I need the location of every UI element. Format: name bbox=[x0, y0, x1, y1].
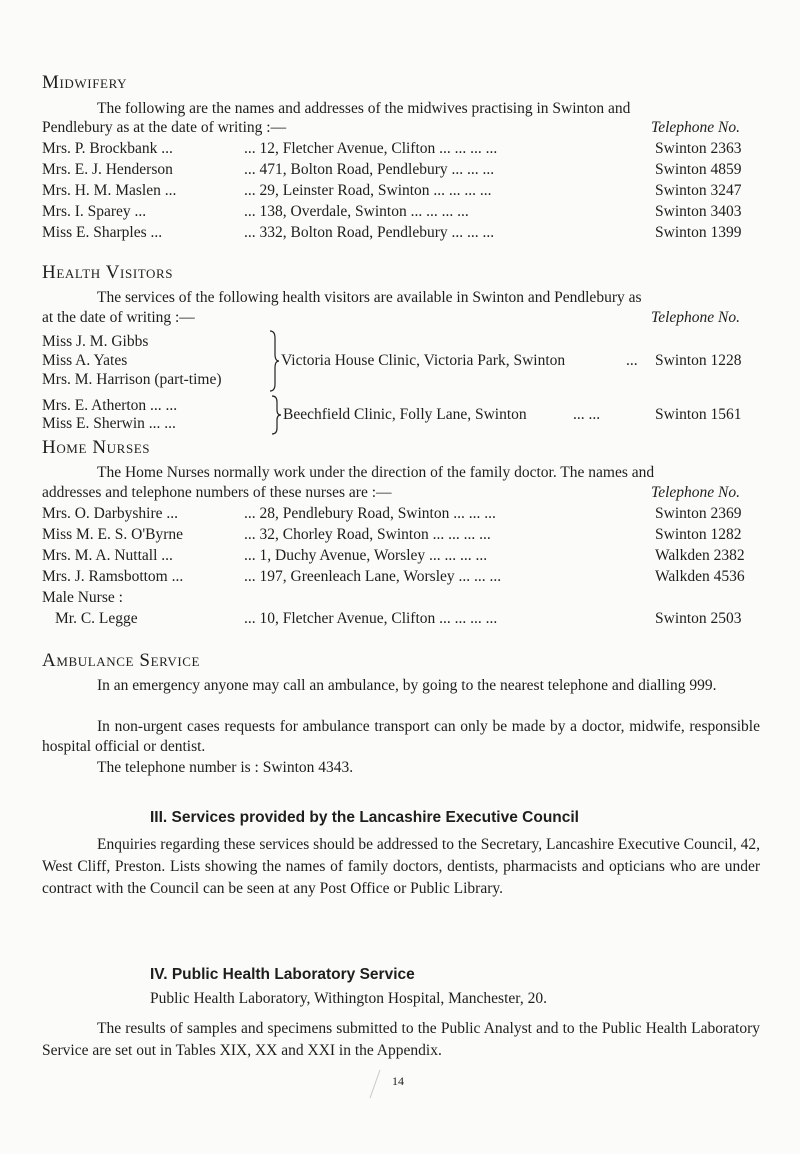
health-visitor-name: Mrs. E. Atherton ... ... bbox=[42, 397, 178, 414]
midwife-name: Mrs. H. M. Maslen ... bbox=[42, 182, 177, 199]
section-3-heading: III. Services provided by the Lancashire Executive Council bbox=[150, 809, 579, 826]
ambulance-para3: The telephone number is : Swinton 4343. bbox=[97, 759, 354, 776]
brace-icon bbox=[268, 330, 280, 392]
home-nurses-intro-line1: The Home Nurses normally work under the direction of the family doctor. The names and bbox=[97, 464, 655, 481]
home-nurses-intro-line2: addresses and telephone numbers of these nurses are :— bbox=[42, 484, 392, 501]
clinic-phone: Swinton 1561 bbox=[655, 406, 742, 423]
midwife-phone: Swinton 3247 bbox=[655, 182, 742, 199]
home-nurses-phone-header: Telephone No. bbox=[651, 484, 740, 501]
midwife-name: Mrs. E. J. Henderson bbox=[42, 161, 173, 178]
nurse-address: ... 32, Chorley Road, Swinton ... ... ... ... bbox=[244, 526, 491, 543]
midwifery-phone-header: Telephone No. bbox=[651, 119, 740, 136]
nurse-phone: Swinton 2369 bbox=[655, 505, 742, 522]
health-visitors-phone-header: Telephone No. bbox=[651, 309, 740, 326]
nurse-address: ... 1, Duchy Avenue, Worsley ... ... ... ... bbox=[244, 547, 488, 564]
midwife-phone: Swinton 4859 bbox=[655, 161, 742, 178]
clinic-location: Beechfield Clinic, Folly Lane, Swinton bbox=[283, 406, 527, 423]
nurse-phone: Walkden 4536 bbox=[655, 568, 745, 585]
midwife-phone: Swinton 3403 bbox=[655, 203, 742, 220]
midwife-address: ... 29, Leinster Road, Swinton ... ... ... ... bbox=[244, 182, 492, 199]
nurse-phone: Swinton 2503 bbox=[655, 610, 742, 627]
male-nurse-label: Male Nurse : bbox=[42, 589, 123, 606]
midwife-address: ... 332, Bolton Road, Pendlebury ... ... ... bbox=[244, 224, 495, 241]
health-visitors-heading: Health Visitors bbox=[42, 262, 174, 283]
nurse-name: Mrs. O. Darbyshire ... bbox=[42, 505, 179, 522]
section-4-line: Public Health Laboratory, Withington Hospital, Manchester, 20. bbox=[150, 990, 547, 1007]
leader-dots: ... bbox=[626, 352, 638, 369]
leader-dots: ... ... bbox=[573, 406, 601, 423]
ambulance-heading: Ambulance Service bbox=[42, 650, 201, 671]
nurse-name: Mr. C. Legge bbox=[55, 610, 138, 627]
midwife-name: Miss E. Sharples ... bbox=[42, 224, 163, 241]
midwife-name: Mrs. I. Sparey ... bbox=[42, 203, 147, 220]
ambulance-para1: In an emergency anyone may call an ambulance, by going to the nearest telephone and dialling 999. bbox=[97, 677, 717, 694]
nurse-address: ... 28, Pendlebury Road, Swinton ... ... ... bbox=[244, 505, 496, 522]
midwifery-heading: Midwifery bbox=[42, 72, 128, 93]
midwife-phone: Swinton 1399 bbox=[655, 224, 742, 241]
section-3-para: Enquiries regarding these services should be addressed to the Secretary, Lancashire Executive Council, 42, West Cliff, Preston. Lists showing the names of family doctors, dentists, pharmacists and opticians who are under contract with the Council can be seen at any Post Office or Public Library. bbox=[42, 836, 760, 897]
nurse-name: Miss M. E. S. O'Byrne bbox=[42, 526, 184, 543]
nurse-address: ... 10, Fletcher Avenue, Clifton ... ... ... ... bbox=[244, 610, 498, 627]
nurse-address: ... 197, Greenleach Lane, Worsley ... ... ... bbox=[244, 568, 502, 585]
nurse-phone: Walkden 2382 bbox=[655, 547, 745, 564]
health-visitors-intro-line2: at the date of writing :— bbox=[42, 309, 195, 326]
health-visitor-name: Mrs. M. Harrison (part-time) bbox=[42, 371, 222, 388]
nurse-name: Mrs. J. Ramsbottom ... bbox=[42, 568, 184, 585]
nurse-phone: Swinton 1282 bbox=[655, 526, 742, 543]
page-number: 14 bbox=[392, 1074, 404, 1088]
home-nurses-heading: Home Nurses bbox=[42, 437, 151, 458]
nurse-name: Mrs. M. A. Nuttall ... bbox=[42, 547, 173, 564]
health-visitor-name: Miss J. M. Gibbs bbox=[42, 333, 149, 350]
midwifery-intro-line1: The following are the names and addresses of the midwives practising in Swinton and bbox=[97, 100, 631, 117]
midwife-phone: Swinton 2363 bbox=[655, 140, 742, 157]
midwife-address: ... 471, Bolton Road, Pendlebury ... ... ... bbox=[244, 161, 495, 178]
health-visitor-name: Miss E. Sherwin ... ... bbox=[42, 415, 176, 432]
health-visitors-intro-line1: The services of the following health visitors are available in Swinton and Pendlebury as bbox=[97, 289, 642, 306]
brace-icon bbox=[270, 395, 282, 435]
midwifery-intro-line2: Pendlebury as at the date of writing :— bbox=[42, 119, 287, 136]
section-4-heading: IV. Public Health Laboratory Service bbox=[150, 966, 415, 983]
pencil-mark-icon bbox=[368, 1068, 382, 1100]
clinic-phone: Swinton 1228 bbox=[655, 352, 742, 369]
ambulance-para2: In non-urgent cases requests for ambulance transport can only be made by a doctor, midwife, responsible hospital official or dentist. bbox=[42, 718, 760, 755]
midwife-name: Mrs. P. Brockbank ... bbox=[42, 140, 173, 157]
midwife-address: ... 138, Overdale, Swinton ... ... ... ... bbox=[244, 203, 469, 220]
section-4-para: The results of samples and specimens submitted to the Public Analyst and to the Public Health Laboratory Service are set out in Tables XIX, XX and XXI in the Appendix. bbox=[42, 1020, 760, 1059]
clinic-location: Victoria House Clinic, Victoria Park, Swinton bbox=[281, 352, 566, 369]
midwife-address: ... 12, Fletcher Avenue, Clifton ... ... ... ... bbox=[244, 140, 498, 157]
health-visitor-name: Miss A. Yates bbox=[42, 352, 128, 369]
